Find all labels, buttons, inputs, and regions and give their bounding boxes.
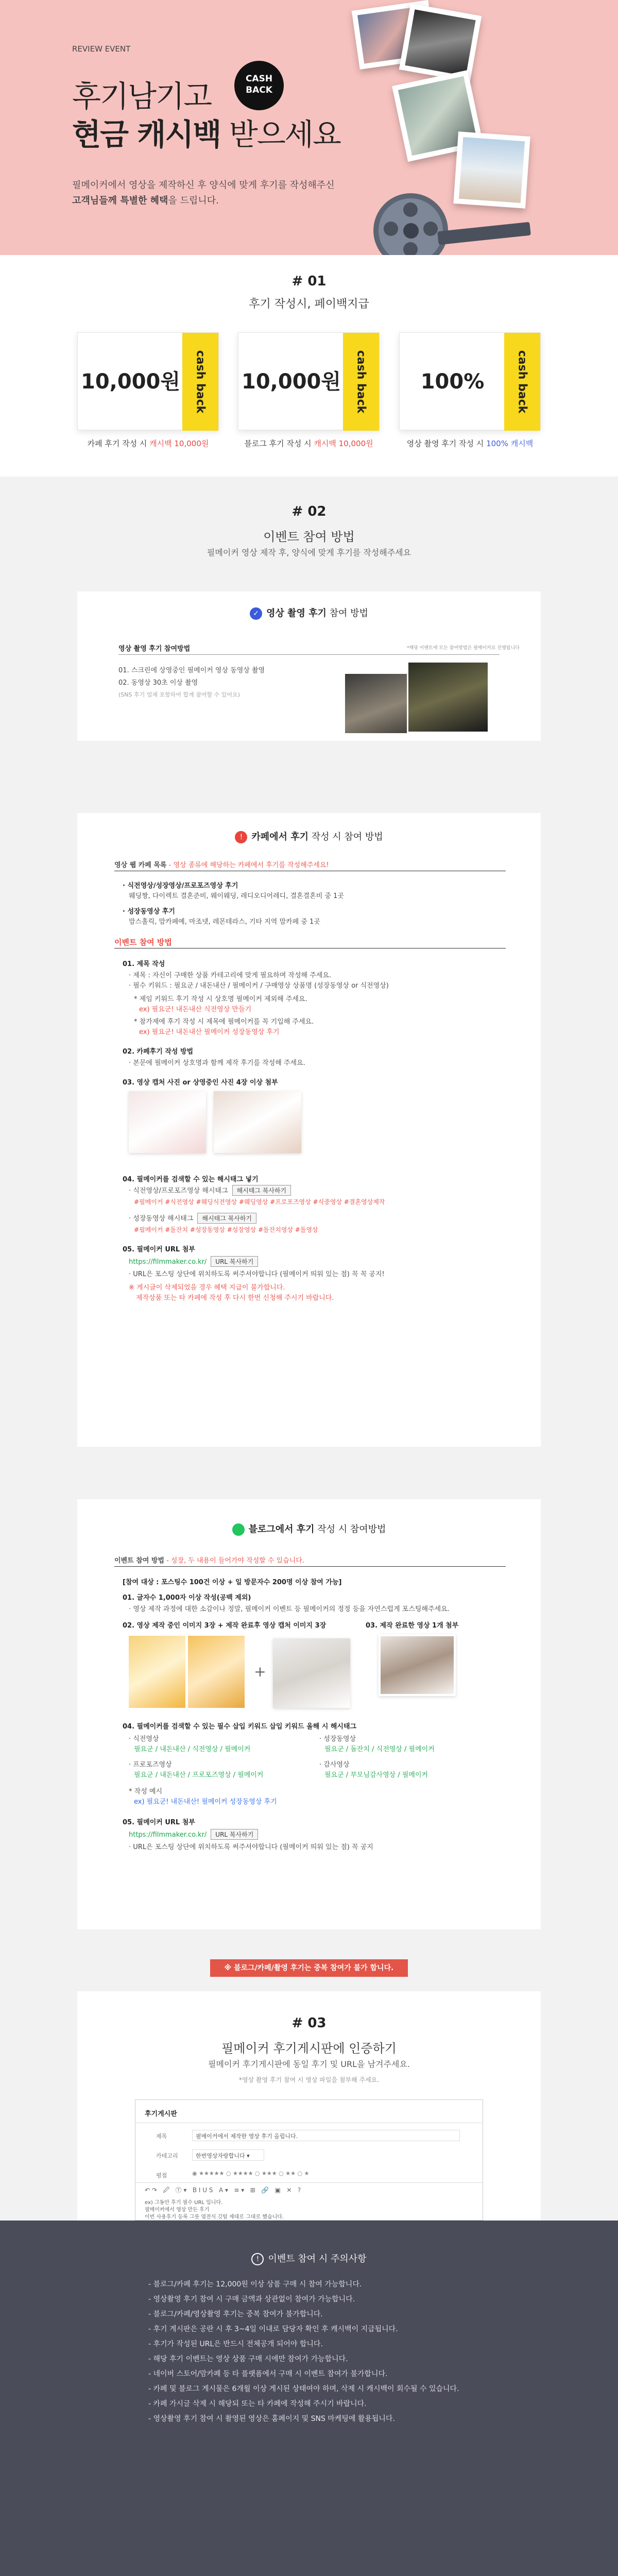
cafe-target: [114, 859, 329, 869]
cap-highlight: 캐시백 10,000원: [314, 439, 373, 448]
cap-text: 블로그 후기 작성 시: [244, 439, 314, 448]
hero-title: [72, 77, 340, 154]
cafe-step1-e: * 참가제에 후기 작성 시 제목에 필메이커를 꼭 기입해 주세요.: [134, 1018, 314, 1026]
cafe-hashtags-wedding: #필메이커 #식전영상 #웨딩식전영상 #웨딩영상 #프로포즈영상 #식중영상 #결혼영상제작: [134, 1198, 385, 1206]
footer-note: - 네이버 스토어/맘카페 등 타 플랫폼에서 구매 시 이벤트 참여가 불가합니다.: [148, 2370, 388, 2378]
blog-card-heading: [77, 1522, 541, 1536]
copy-hashtag-button[interactable]: 해시태그 복사하기: [232, 1185, 291, 1196]
join-bold: 이벤트 참여 방법: [114, 1557, 164, 1565]
kw-thanks: 필요군 / 부모님감사영상 / 필메이커: [324, 1771, 428, 1779]
section1-subtitle: 후기 작성시, 페이백지급: [249, 298, 369, 311]
label-rating: 평점: [156, 2172, 167, 2179]
hero-desc-bold: 고객님들께 특별한 혜택: [72, 195, 168, 206]
ticket-caption-blog: [238, 438, 380, 449]
blog-step2: 02. 영상 제작 중인 이미지 3장 + 제작 완료후 영상 캡처 이미지 3장: [123, 1622, 327, 1630]
video-step-note: (SNS 후기 업체 포함하여 합계 참여할 수 있어요): [118, 691, 240, 698]
ticket-blog: [238, 332, 380, 430]
sample-capture-1: [129, 1091, 206, 1153]
cafe-step4: 04. 필메이커를 검색할 수 있는 해시태그 넣기: [123, 1176, 259, 1183]
cafe-step2-a: · 본문에 필메이커 상호명과 함께 제작 후기를 작성해 주세요.: [129, 1059, 305, 1067]
card-blog-review: [77, 1499, 541, 1929]
hashtag-label: · 식전영상/프로포즈영상 해시태그: [129, 1187, 228, 1195]
cafe-step1-b: · 필수 키워드 : 필요군 / 내돈내산 / 필메이커 / 구매영상 상품명 (성장동영상 or 식전영상): [129, 982, 389, 990]
cashback-badge: [234, 61, 284, 110]
editor-toolbar[interactable]: ↶ ↷ 🖉 Ⓣ ▾ B I U S A ▾ ≡ ▾ ⊞ 🔗 ▣ ✕ ?: [145, 2187, 301, 2194]
footer-note: - 카페 가시글 삭제 시 해당되 또는 타 카페에 작성해 주시기 바랍니다.: [148, 2400, 367, 2408]
section3-title: 필메이커 후기게시판에 인증하기: [221, 2041, 397, 2056]
plus-icon: +: [254, 1663, 266, 1680]
target-bold: 영상 웹 카페 목록: [114, 861, 167, 869]
heading-rest: 작성 시 참여방법: [314, 1524, 386, 1535]
cafe-hashtag-row1: [129, 1185, 291, 1196]
footer-note: - 블로그/카페/영상촬영 후기는 중복 참여가 불가합니다.: [148, 2310, 323, 2318]
ticket-amount: 100%: [420, 370, 485, 394]
ticket-stripe: [504, 333, 540, 431]
cap-highlight: 100% 캐시백: [486, 439, 534, 448]
event-tag: REVIEW EVENT: [72, 44, 131, 54]
cafe-url-row: [129, 1256, 258, 1267]
video-card-heading: [77, 606, 541, 620]
sample-video-thumbnail: [379, 1634, 456, 1696]
hero-banner: [0, 0, 618, 255]
footer-notice: [0, 2221, 618, 2576]
kw-label-wedding: · 식전영상: [129, 1735, 159, 1743]
cafe-step1-a: · 제목 : 자신이 구매한 상품 카테고리에 맞게 필요하며 작성해 주세요.: [129, 972, 332, 979]
footer-note: - 후기 게시판은 공란 시 후 3~4일 이내로 담당자 확인 후 캐시백이 지급됩니다.: [148, 2325, 398, 2333]
stripe-label: cash back: [354, 350, 368, 414]
footer-note: - 해당 후기 이벤트는 영상 상품 구매 시에만 참여가 가능합니다.: [148, 2355, 348, 2363]
screening-photo-2: [407, 661, 489, 733]
ticket-amount: 10,000원: [242, 370, 341, 394]
kw-wedding: 필요군 / 내돈내산 / 식전영상 / 필메이커: [134, 1745, 251, 1753]
card-cafe-review: [77, 813, 541, 1447]
blog-url-row: [129, 1829, 258, 1840]
cafe-step1-d: ex) 필요군! 내돈내산 식전영상 만들기: [139, 1006, 252, 1013]
stripe-label: cash back: [516, 350, 529, 414]
cafe-step5-warning: ※ 게시글이 삭제되었을 경우 혜택 지급이 불가합니다.: [129, 1284, 285, 1292]
cafe-hashtag-row2: [129, 1213, 256, 1224]
footer-note: - 카페 및 블로그 게시물은 6개월 이상 게시된 상태여야 하며, 삭제 시 캐시백이 회수될 수 있습니다.: [148, 2385, 459, 2393]
section3-number: # 03: [291, 2015, 327, 2031]
section3-subtitle: 필메이커 후기게시판에 동일 후기 및 URL을 남겨주세요.: [208, 2059, 410, 2069]
cafe-cat2-sub: 맘스홀릭, 맘카페예, 마조넷, 레몬테라스, 기타 지역 맘카페 중 1곳: [129, 918, 320, 926]
blog-step1: 01. 글자수 1,000자 이상 작성(공백 제외): [123, 1594, 251, 1602]
kw-label-growth: · 성장동영상: [319, 1735, 356, 1743]
photo-beach-couple: [453, 131, 530, 208]
video-card-sub: 영상 촬영 후기 참여방법: [118, 645, 191, 653]
cap-highlight: 캐시백 10,000원: [149, 439, 209, 448]
filmmaker-url-link[interactable]: https://filmmaker.co.kr/: [129, 1831, 207, 1839]
hero-title-line1: 후기남기고: [72, 79, 212, 114]
cafe-step1: 01. 제목 작성: [123, 960, 165, 968]
film-strip-icon: [437, 222, 531, 245]
hero-description: [72, 178, 335, 209]
kw-propose: 필요군 / 내돈내산 / 프로포즈영상 / 필메이커: [134, 1771, 264, 1779]
hero-title-bold: 현금 캐시백: [72, 117, 221, 152]
blog-join: [114, 1555, 304, 1565]
sample-capture-2: [214, 1091, 301, 1153]
footer-note: - 후기가 작성된 URL은 반드시 전체공개 되어야 합니다.: [148, 2340, 323, 2348]
review-board-form: [135, 2099, 483, 2221]
copy-url-button[interactable]: URL 복사하기: [211, 1256, 258, 1267]
ticket-caption-cafe: [77, 438, 219, 449]
form-title: 후기게시판: [145, 2110, 177, 2118]
ticket-video: [399, 332, 541, 430]
cafe-step1-f: ex) 필요군! 내돈내산 필메이커 성장동영상 후기: [139, 1028, 280, 1036]
cafe-step5: 05. 필메이커 URL 첨부: [123, 1246, 195, 1253]
cafe-card-heading: [77, 829, 541, 843]
blog-condition: [참여 대상 : 포스팅수 100건 이상 + 일 방문자수 200명 이상 참여 가능]: [123, 1579, 342, 1586]
blog-step1-a: · 영상 제작 과정에 대한 소감이나 정말, 필메이커 이벤트 등 필메이커의 정정 등을 자연스럽게 포스팅해주세요.: [129, 1605, 450, 1613]
stripe-label: cash back: [194, 350, 207, 414]
cafe-step1-c: * 제임 키워드 후기 작성 시 상호명 필메이커 제외해 주세요.: [134, 995, 307, 1003]
ticket-amount: 10,000원: [81, 370, 180, 394]
heading-bold: 블로그에서 후기: [248, 1524, 315, 1535]
badge-line1: CASH: [245, 74, 273, 84]
section1-number: # 01: [291, 274, 327, 289]
cap-text: 카페 후기 작성 시: [87, 439, 150, 448]
cafe-cat2: · 성장동영상 후기: [123, 908, 175, 916]
cafe-step5-a: · URL은 포스팅 상단에 위치하도록 써주셔야합니다 (필메이커 띄워 있는 점) 꼭 꼭 공지!: [129, 1270, 385, 1278]
heading-rest: 작성 시 참여 방법: [308, 832, 383, 842]
video-step2: 02. 동영상 30초 이상 촬영: [118, 679, 198, 687]
hashtag-label: · 성장동영상 해시태그: [129, 1215, 194, 1223]
blog-step5: 05. 필메이커 URL 첨부: [123, 1819, 195, 1826]
cafe-step2: 02. 카페후기 작성 방법: [123, 1048, 194, 1056]
copy-hashtag-button[interactable]: 해시태그 복사하기: [197, 1213, 256, 1224]
label-category: 카테고리: [156, 2153, 178, 2159]
cap-text: 영상 촬영 후기 작성 시: [406, 439, 487, 448]
ticket-cafe: [77, 332, 219, 430]
footer-note: - 영상촬영 후기 참여 시 촬영된 영상은 홈페이지 및 SNS 마케팅에 활용됩니다.: [148, 2415, 395, 2423]
heading-bold: 영상 촬영 후기: [266, 608, 327, 619]
target-rest: - 영상 종류에 해당하는 카페에서 후기를 작성해주세요!: [166, 861, 329, 869]
sample-making-image-2: [188, 1636, 245, 1708]
badge-line2: BACK: [246, 85, 272, 95]
section2-title: 이벤트 참여 방법: [263, 530, 355, 544]
kw-label-thanks: · 감사영상: [319, 1761, 350, 1769]
card-video-review: [77, 591, 541, 741]
photo-couple-stairs: [399, 4, 482, 82]
kw-growth: 필요군 / 돌잔치 / 식전영상 / 필메이커: [324, 1745, 435, 1753]
ticket-stripe: [343, 333, 379, 431]
circle-icon: [232, 1523, 245, 1536]
video-card-note: *해당 이벤트에 모든 참여방법은 필메이커로 진행됩니다: [407, 646, 520, 651]
cafe-cat1: · 식전영상/성장영상/프로포즈영상 후기: [123, 882, 238, 890]
section2-subtitle: 필메이커 영상 제작 후, 양식에 맞게 후기를 작성해주세요: [207, 548, 411, 557]
filmmaker-url-link[interactable]: https://filmmaker.co.kr/: [129, 1258, 207, 1266]
hero-desc-rest: 을 드립니다.: [168, 195, 219, 206]
footer-title: 이벤트 참여 시 주의사항: [268, 2253, 367, 2264]
editor-line1: ex) 그동안 후기 필수 URL 입니다.: [145, 2200, 223, 2206]
info-icon: !: [251, 2253, 264, 2265]
kw-example: ex) 필요군! 내돈내산! 필메이커 성장동영상 후기: [134, 1798, 277, 1806]
cafe-cat1-sub: 웨딩짱, 다이렉트 결혼준비, 웨이웨딩, 레디오디어레디, 결혼결혼비 중 1곳: [129, 892, 344, 900]
copy-url-button[interactable]: URL 복사하기: [211, 1829, 258, 1840]
check-icon: ✓: [250, 607, 262, 620]
heading-rest: 참여 방법: [326, 608, 368, 619]
rating-radios[interactable]: ◉ ★★★★★ ○ ★★★★ ○ ★★★ ○ ★★ ○ ★: [192, 2170, 310, 2177]
cafe-join-title: 이벤트 참여 방법: [114, 938, 172, 947]
cafe-hashtags-growth: #필메이커 #돌잔치 #성장동영상 #성장영상 #돌잔치영상 #돌영상: [134, 1226, 318, 1233]
join-rest: - 성장, 두 내용이 들어가야 작성할 수 있습니다.: [164, 1557, 305, 1565]
ticket-stripe: [182, 333, 218, 431]
editor-line3: 이번 사용후기 등록 그릇 엽전식 깃털 제대로 그대로 했습니다.: [145, 2214, 284, 2220]
kw-label-propose: · 프로포즈영상: [129, 1761, 172, 1769]
ticket-caption-video: [399, 438, 541, 449]
footer-note: - 영상촬영 후기 참여 시 구매 금액과 상관없이 참여가 가능합니다.: [148, 2295, 355, 2303]
divider: [118, 654, 500, 655]
editor-line2: 필메이커에서 영상 만든 후기: [145, 2207, 210, 2213]
no-duplicate-notice: ※ 블로그/카페/촬영 후기는 중복 참여가 불가 합니다.: [210, 1959, 408, 1977]
heading-bold: 카페에서 후기: [251, 832, 308, 842]
footer-heading: [0, 2251, 618, 2265]
sample-making-image-1: [129, 1636, 185, 1708]
divider: [114, 1566, 506, 1567]
cafe-step3: 03. 영상 캡처 사진 or 상영중인 사진 4장 이상 첨부: [123, 1079, 278, 1087]
category-value: 한번영상자랑합니다: [196, 2153, 245, 2159]
footer-note: - 블로그/카페 후기는 12,000원 이상 상품 구매 시 참여 가능합니다.: [148, 2280, 362, 2289]
section2-number: # 02: [291, 504, 327, 519]
video-step1: 01. 스크린에 상영중인 필메이커 영상 동영상 촬영: [118, 667, 265, 674]
cafe-step5-warning2: 제작상품 또는 타 카페에 작성 후 다시 한번 신청해 주시기 바랍니다.: [136, 1294, 334, 1302]
section3-note: *영상 촬영 후기 참여 시 영상 파일을 첨부해 주세요.: [238, 2076, 380, 2083]
blog-step3: 03. 제작 완료한 영상 1개 첨부: [366, 1622, 459, 1630]
sample-capture-image: [273, 1638, 350, 1708]
kw-example-label: * 작성 예시: [129, 1788, 162, 1795]
footer-notes-list: [148, 2277, 509, 2427]
alert-icon: !: [235, 831, 247, 843]
hero-title-rest: 받으세요: [220, 117, 340, 152]
blog-step4: 04. 필메이커를 검색할 수 있는 필수 삽입 키워드 삽입 키워드 올해 시 해시태그: [123, 1723, 357, 1731]
divider: [135, 2182, 483, 2183]
category-select[interactable]: 한번영상자랑합니다 ▾: [192, 2149, 264, 2161]
blog-step5-a: · URL은 포스팅 상단에 위치하도록 써주셔야합니다 (필메이커 띄워 있는 점) 꼭 공지: [129, 1843, 373, 1851]
title-input[interactable]: 필메이커에서 제작한 영상 후기 올립니다.: [192, 2130, 460, 2141]
hero-desc-line1: 필메이커에서 영상을 제작하신 후 양식에 맞게 후기를 작성해주신: [72, 180, 335, 191]
label-title: 제목: [156, 2133, 167, 2140]
